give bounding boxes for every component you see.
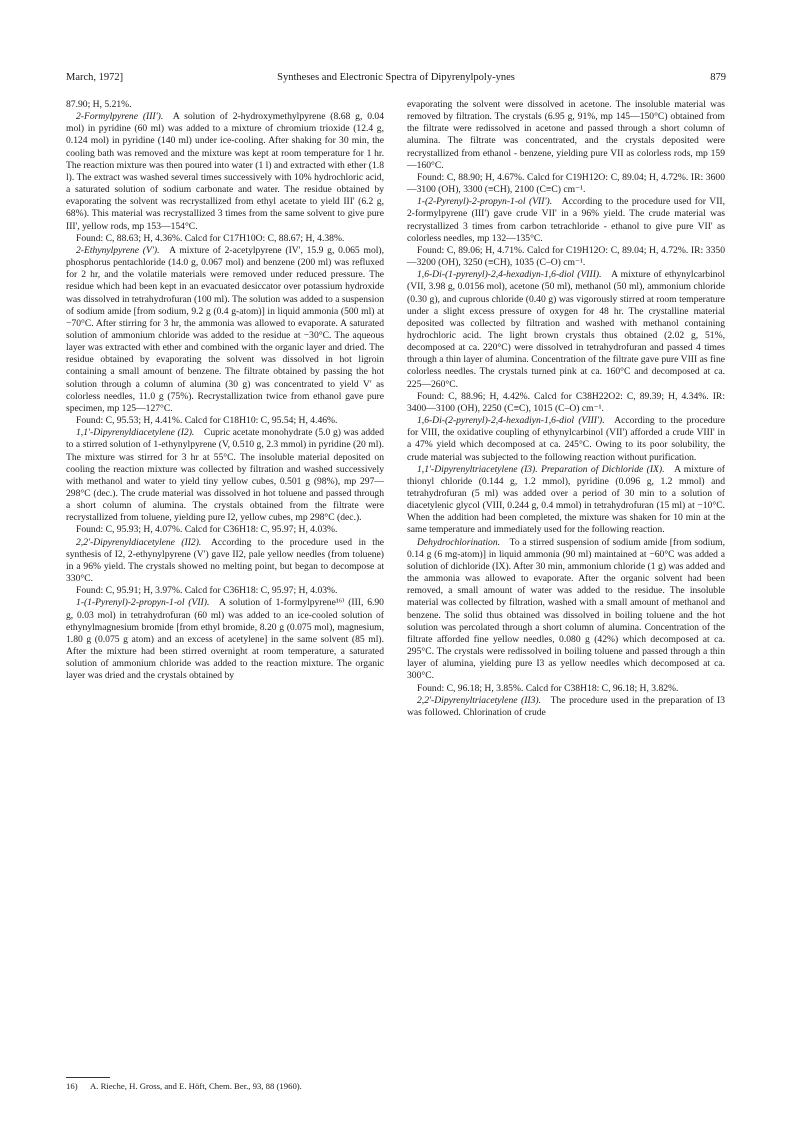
paragraph-text: Found: C, 88.63; H, 4.36%. Calcd for C17H10O: C, 88.67; H, 4.38%. [76, 232, 345, 244]
paragraph-text: Found: C, 95.53; H, 4.41%. Calcd for C18H10: C, 95.54; H, 4.46%. [76, 415, 338, 427]
paragraph [407, 464, 725, 537]
paragraph [407, 269, 725, 391]
paragraph [407, 99, 725, 172]
paragraph-text: The procedure used in the preparation of I3 was followed. Chlorination of crude [407, 694, 725, 718]
left-column [66, 99, 384, 683]
paragraph [66, 245, 384, 415]
paragraph-heading: 2,2'-Dipyrenyldiacetylene (II2). [76, 536, 202, 548]
footnote-rule [66, 1077, 110, 1078]
paragraph-heading: 1-(2-Pyrenyl)-2-propyn-1-ol (VII'). [417, 196, 553, 208]
paragraph [407, 391, 725, 415]
paragraph-text: A mixture of 2-acetylpyrene (IV', 15.9 g, 0.065 mol), phosphorus pentachloride (14.0 g, 0.067 mol) and benzene (200 ml) was refluxed for 2 hr, and the volatile materials were removed under reduced pressure. The residue which had been kept in an evacuated desiccator over potassium hydroxide was dissolved in tetrahydrofuran (100 ml). The solution was added to a suspension of sodium amide [from sodium, 9.2 g (0.4 g-atom)] in liquid ammonia (500 ml) at −70°C. After stirring for 3 hr, the ammonia was allowed to evaporate. A saturated solution of ammonium chloride was added to the residue at −30°C. The aqueous layer was extracted with ether and combined with the organic layer and dried. The residue obtained by evaporating the solvent was dissolved in hot ligroin containing a small amount of benzene. The filtrate obtained by passing the hot solution through a column of alumina (30 g) was concentrated to yield V' as colorless needles, 11.0 g (75%). Recrystallization twice from ethanol gave pure specimen, mp 125—127°C. [66, 244, 385, 414]
paragraph-text: Found: C, 96.18; H, 3.85%. Calcd for C38H18: C, 96.18; H, 3.82%. [417, 682, 679, 694]
paragraph-text: According to the procedure for VIII, the oxidative coupling of ethynylcarbinol (VII') afforded a crude VIII' in a 47% yield which decomposed at ca. 245°C. Owing to its poor solubility, the crude material was subjected to the following reaction without purification. [407, 415, 725, 463]
paragraph [66, 597, 384, 682]
paragraph-text: evaporating the solvent were dissolved in acetone. The insoluble material was removed by filtration. The crystals (6.95 g, 91%, mp 145—150°C) obtained from the filtrate were redissolved in acetone and passed through a short column of alumina. The filtrate was concentrated, and the crystals deposited were recrystallized from ethanol - benzene, yielding pure VII as colorless rods, mp 159—160°C. [407, 99, 725, 171]
paragraph [407, 537, 725, 683]
paragraph [66, 99, 384, 111]
paragraph-text: A solution of 2-hydroxymethylpyrene (8.68 g, 0.04 mol) in pyridine (60 ml) was added to a mixture of chromium trioxide (12.4 g, 0.124 mol) in pyridine (140 ml) under ice-cooling. After shaking for 30 min, the cooling bath was removed and the mixture was kept at room temperature for 1 hr. The reaction mixture was then poured into water (1 l) and extracted with ether (1.8 l). The extract was washed several times successively with 10% hydrochloric acid, a saturated solution of sodium carbonate and water. The residue obtained by evaporating the solvent was recrystallized from ethyl acetate to yield III' (6.2 g, 68%). This material was recrystallized 3 times from the same solvent to give pure III', yellow rods, mp 153—154°C. [66, 111, 384, 232]
paragraph-text: To a stirred suspension of sodium amide [from sodium, 0.14 g (6 mg-atom)] in liquid ammonia (90 ml) maintained at −60°C was added a solution of dichloride (IX). After 30 min, ammonium chloride (1 g) was added and the ammonia was allowed to evaporate. After the organic solvent had been removed, a small amount of water was added to the residue. The insoluble material was collected by filtration, washed with a small amount of methanol and benzene. The solid thus obtained was dissolved in boiling toluene and the hot solution was percolated through a short column of alumina. Concentration of the filtrate afforded fine yellow needles, 0.080 g (42%) which decomposed at ca. 295°C. The crystals were redissolved in boiling toluene and passed through a thin layer of alumina, yielding pure I3 as yellow needles which decomposed at ca. 300°C. [407, 536, 725, 682]
paragraph-text: Cupric acetate monohydrate (5.0 g) was added to a stirred solution of 1-ethynylpyrene (V, 0.510 g, 2.3 mmol) in pyridine (20 ml). The mixture was stirred for 3 hr at 55°C. The insoluble material deposited on cooling the reaction mixture was collected by filtration and washed successively with methanol and water to yield tiny yellow cubes, 0.501 g (98%), mp 297—298°C (dec.). The crude material was dissolved in hot toluene and passed through a short column of alumina. The crystals obtained from the filtrate were recrystallized from toluene, yielding pure I2, yellow cubes, mp 298°C (dec.). [66, 427, 384, 524]
paragraph-text: Found: C, 88.96; H, 4.42%. Calcd for C38H22O2: C, 89.39; H, 4.34%. IR: 3400—3100 (OH), 2250 (C≡C), 1015 (C–O) cm⁻¹. [407, 390, 725, 414]
paragraph [66, 537, 384, 586]
paragraph [407, 196, 725, 245]
paragraph [66, 415, 384, 427]
paragraph-heading: Dehydrochlorination. [417, 536, 501, 548]
paragraph-text: A solution of 1-formylpyrene¹⁶⁾ (III, 6.90 g, 0.03 mol) in tetrahydrofuran (60 ml) was added to an ice-cooled solution of ethynylmagnesium bromide [from ethyl bromide, 8.20 g (0.075 mol), magnesium, 1.80 g (0.075 g atom) and an excess of acetylene] in the same solvent (85 ml). After the mixture had been stirred overnight at room temperature, a saturated solution of ammonium chloride was added to the reaction mixture. The organic layer was dried and the crystals obtained by [66, 597, 384, 682]
paragraph-text: Found: C, 95.91; H, 3.97%. Calcd for C36H18: C, 95.97; H, 4.03%. [76, 585, 338, 597]
paragraph-text: According to the procedure used in the synthesis of I2, 2-ethynylpyrene (V') gave II2, pale yellow needles (from toluene) in a 96% yield. The crystals showed no melting point, but began to decompose at 330°C. [66, 536, 385, 585]
right-column [407, 99, 725, 719]
paragraph [407, 172, 725, 196]
paragraph [407, 683, 725, 695]
paragraph-text: Found: C, 95.93; H, 4.07%. Calcd for C36H18: C, 95.97; H, 4.03%. [76, 524, 338, 536]
paragraph-text: A mixture of thionyl chloride (0.144 g, 1.2 mmol), pyridine (0.096 g, 1.2 mmol) and tetrahydrofuran (5 ml) was added over a period of 30 min to a solution of diacetylenic glycol (VIII, 0.244 g, 0.4 mmol) in tetrahydrofuran (15 ml) at −10°C. When the addition had been completed, the mixture was shaken for 10 min at the same temperature and immediately used for the following reaction. [407, 463, 725, 536]
paragraph-text: According to the procedure used for VII, 2-formylpyrene (III') gave crude VII' in a 96% yield. The crude material was recrystallized 3 times from carbon tetrachloride - ethanol to give pure VII' as colorless needles, mp 132—135°C. [407, 196, 725, 244]
paragraph [66, 111, 384, 233]
paragraph-heading: 1,1'-Dipyrenyltriacetylene (I3). Preparation of Dichloride (IX). [417, 463, 665, 475]
paragraph-text: Found: C, 88.90; H, 4.67%. Calcd for C19H12O: C, 89.04; H, 4.72%. IR: 3600—3100 (OH), 3300 (≡CH), 2100 (C≡C) cm⁻¹. [407, 171, 725, 196]
paragraph-heading: 2-Ethynylpyrene (V'). [76, 244, 160, 256]
footnote-text: A. Rieche, H. Gross, and E. Höft, Chem. Ber., 93, 88 (1960). [90, 1081, 302, 1091]
header-date: March, 1972] [66, 72, 124, 83]
paragraph-heading: 2-Formylpyrene (III'). [76, 111, 164, 123]
paragraph-text: 87.90; H, 5.21%. [66, 99, 132, 110]
paragraph [66, 524, 384, 536]
running-header [66, 72, 726, 88]
page-number: 879 [710, 72, 726, 83]
paragraph-heading: 1-(1-Pyrenyl)-2-propyn-1-ol (VII). [76, 597, 210, 609]
paragraph-text: A mixture of ethynylcarbinol (VII, 3.98 g, 0.0156 mol), acetone (50 ml), methanol (50 ml), ammonium chloride (0.30 g), and cuprous chloride (0.40 g) was vigorously stirred at room temperature under a slight excess pressure of oxygen for 48 hr. The crystalline material deposited was collected by filtration and washed with methanol containing hydrochloric acid. The light brown crystals thus obtained (2.02 g, 51%, decomposed at ca. 220°C) were dissolved in tetrahydrofuran and passed 4 times through a thin layer of alumina. Concentration of the filtrate gave pure VIII as fine colorless needles. The crystals turned pink at ca. 160°C and decomposed at ca. 225—260°C. [407, 269, 725, 390]
paragraph-heading: 2,2'-Dipyrenyltriacetylene (II3). [417, 694, 542, 706]
paragraph-heading: 1,6-Di-(1-pyrenyl)-2,4-hexadiyn-1,6-diol (VIII). [417, 269, 602, 281]
paragraph [407, 245, 725, 269]
paragraph-heading: 1,6-Di-(2-pyrenyl)-2,4-hexadiyn-1,6-diol (VIII'). [417, 415, 605, 427]
footnote [66, 1081, 384, 1091]
paragraph [407, 695, 725, 719]
paragraph [407, 415, 725, 464]
paragraph [66, 233, 384, 245]
paragraph-heading: 1,1'-Dipyrenyldiacetylene (I2). [76, 427, 195, 439]
paragraph-text: Found: C, 89.06; H, 4.71%. Calcd for C19H12O: C, 89.04; H, 4.72%. IR: 3350—3200 (OH), 3250 (≡CH), 1035 (C–O) cm⁻¹. [407, 244, 725, 269]
footnote-mark: 16) [66, 1081, 78, 1091]
paragraph [66, 585, 384, 597]
paragraph [66, 427, 384, 524]
header-title: Syntheses and Electronic Spectra of Dipyrenylpoly-ynes [277, 72, 515, 83]
